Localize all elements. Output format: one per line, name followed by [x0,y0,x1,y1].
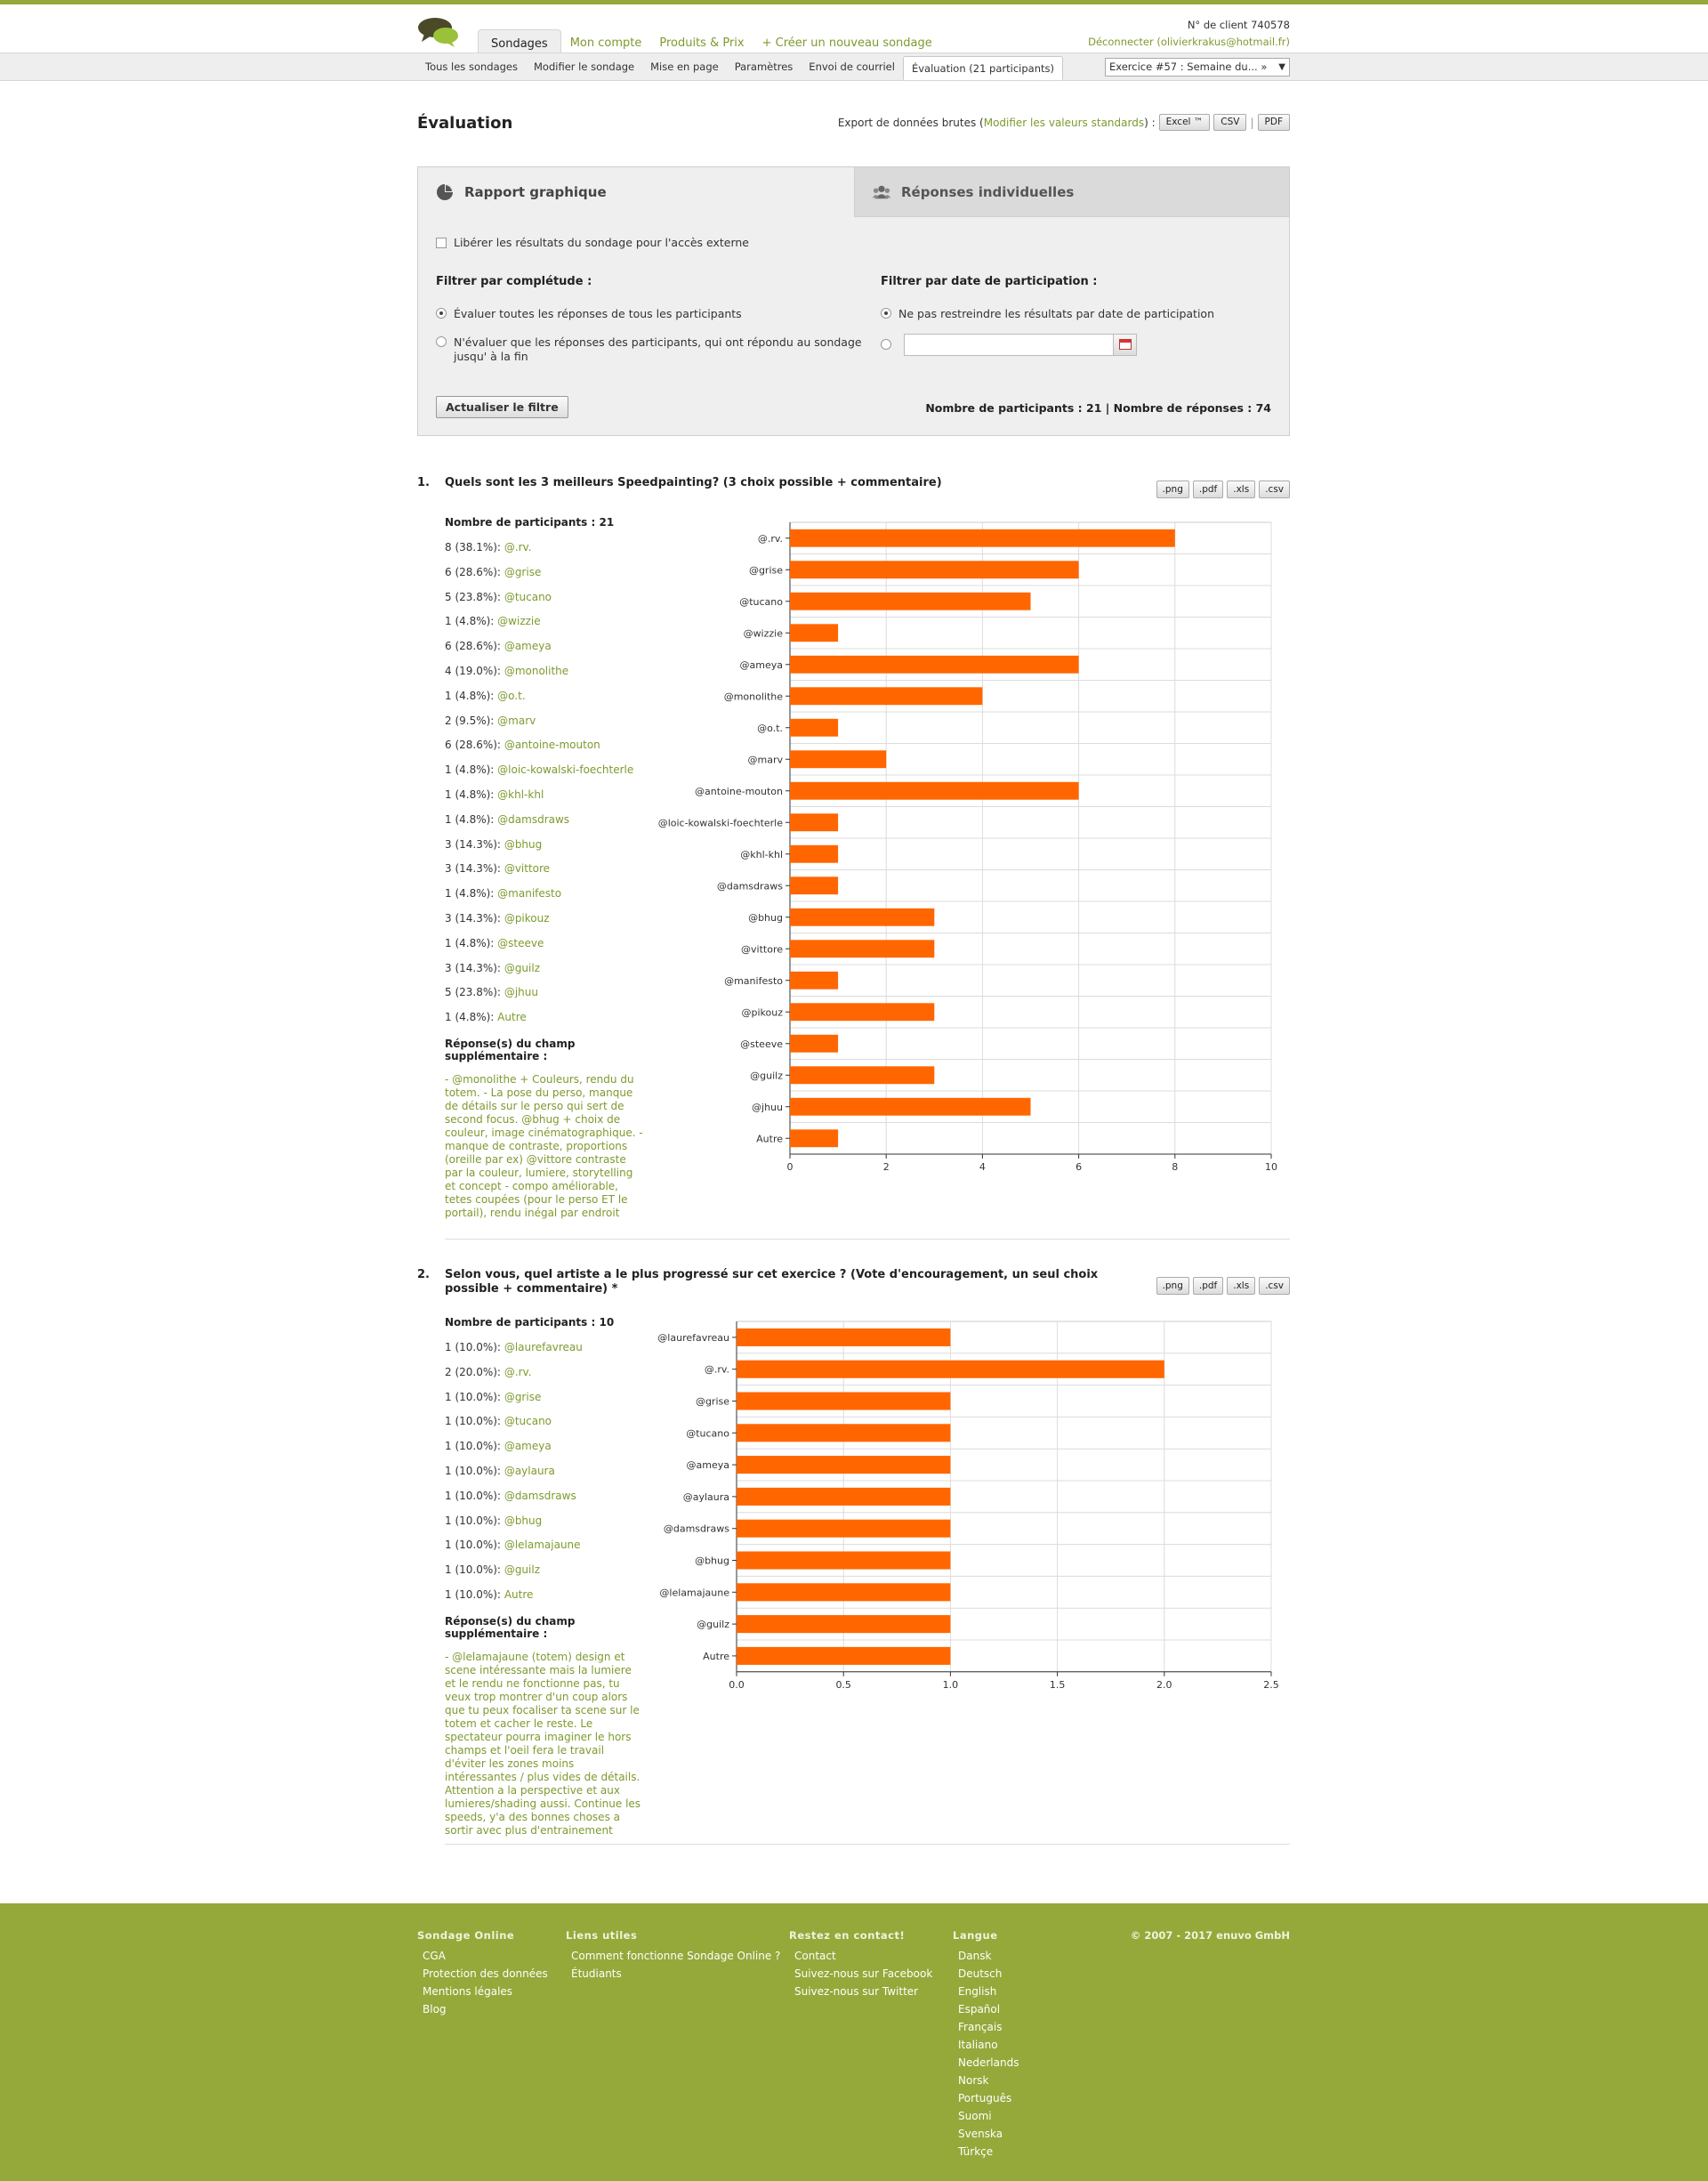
question-1-participants: Nombre de participants : 21 [445,516,615,529]
answer-label[interactable]: @aylaura [504,1464,555,1477]
answer-count: 1 (10.0%): [445,1489,501,1502]
x-tick-label: 0 [786,1161,794,1173]
answer-row [445,1011,645,1036]
answer-label[interactable]: @khl-khl [497,788,544,801]
bar [790,1035,838,1053]
answer-row [445,862,645,887]
tab-create-survey[interactable]: + Créer un nouveau sondage [761,36,932,50]
download-xls-button[interactable]: .xls [1227,481,1255,498]
bar [790,1003,934,1021]
footer-link[interactable]: Suivez-nous sur Facebook [794,1967,933,1980]
bar [790,561,1079,578]
y-tick-label: @ameya [686,1459,729,1472]
y-tick-label: @bhug [695,1555,729,1567]
subtab-all-surveys[interactable]: Tous les sondages [425,61,518,73]
answer-count: 1 (4.8%): [445,812,495,826]
answer-label[interactable]: @pikouz [504,911,550,925]
y-tick-label: @marv [747,754,783,766]
export-excel-button[interactable]: Excel ™ [1159,114,1211,131]
answer-label[interactable]: @manifesto [497,887,562,901]
answer-count: 6 (28.6%): [445,565,501,578]
x-tick-label: 2 [882,1161,890,1173]
subtab-edit-survey[interactable]: Modifier le sondage [534,61,635,73]
y-tick-label: @.rv. [757,532,783,545]
modify-defaults-link[interactable]: Modifier les valeurs standards [983,116,1145,129]
tab-graphic-label: Rapport graphique [464,184,607,200]
x-tick-label: 8 [1172,1161,1179,1173]
question-1-comment: - @monolithe + Couleurs, rendu du totem. - La pose du perso, manque de détails sur le perso qui sert de second focus. @bhug + choix de couleur, image cinématographique. - manque de contraste, proportions (oreille par ex) @vittore contraste par la couleur, lumiere, storytelling et concept - compo améliorable, tetes coupées (pour le perso ET le portail), rendu inégal par endroit [445,1072,643,1219]
bar [737,1488,950,1506]
answer-label[interactable]: @ameya [504,1440,552,1453]
y-tick-label: @loic-kowalski-foechterle [657,817,783,829]
footer-link[interactable]: Suivez-nous sur Twitter [794,1985,919,1998]
download-csv-button[interactable]: .csv [1259,481,1290,498]
export-suffix: ) : [1144,116,1156,129]
answer-row [445,566,645,591]
answer-label[interactable]: @damsdraws [504,1489,576,1502]
footer-link[interactable]: Italiano [958,2039,998,2051]
footer-col-links [566,1927,780,1983]
x-tick-label: 0.0 [729,1678,745,1691]
answer-label[interactable]: Autre [504,1587,534,1601]
answer-label[interactable]: @ameya [504,640,552,653]
subtab-email[interactable]: Envoi de courriel [809,61,895,73]
answer-row [445,1515,645,1539]
footer [0,1903,1708,2181]
bar [737,1392,950,1410]
answer-row [445,1588,645,1613]
footer-col-sondage [417,1927,548,2018]
answer-row [445,715,645,739]
answer-row [445,739,645,763]
release-results-checkbox[interactable] [436,238,447,248]
answer-row [445,1391,645,1416]
answer-row [445,591,645,616]
answer-label[interactable]: @damsdraws [497,812,570,826]
update-filter-button[interactable]: Actualiser le filtre [436,396,568,418]
completion-finished-label: N'évaluer que les réponses des participants, qui ont répondu au sondage jusqu' à la fin [454,335,862,363]
tab-produits-prix[interactable]: Produits & Prix [659,36,745,50]
answer-row [445,615,645,640]
survey-select[interactable] [1105,58,1290,77]
y-tick-label: @tucano [686,1427,729,1440]
header [417,4,1290,53]
answer-row [445,690,645,715]
divider [445,1844,1290,1845]
bar [790,782,1079,800]
answer-label[interactable]: @grise [504,565,542,578]
x-tick-label: 2.0 [1156,1678,1172,1691]
footer-heading: Langue [953,1929,998,1942]
answer-row [445,541,645,566]
answer-count: 6 (28.6%): [445,739,501,752]
x-tick-label: 10 [1265,1161,1277,1173]
bar [737,1583,950,1601]
answer-count: 1 (4.8%): [445,936,495,949]
answer-count: 6 (28.6%): [445,640,501,653]
question-2-comment: - @lelamajaune (totem) design et scene intéressante mais la lumiere et le rendu ne fonctionne pas, tu veux trop montrer d'un coup alors que tu peux focaliser ta scene sur le totem et cacher le reste. Le spectateur pourra imaginer le hors champs et l'oeil fera le travail d'éviter les zones moins intéressantes / plus vides de détails. Attention a la perspective et aux lumieres/shading aussi. Continue les speeds, y'a des bonnes choses a sortir avec plus d'entrainement [445,1650,641,1837]
y-tick-label: @damsdraws [716,880,783,893]
question-1-answers [445,516,645,1220]
bar [737,1647,950,1665]
completion-all-radio[interactable] [436,308,447,319]
bar [790,593,1031,610]
answer-label[interactable]: @loic-kowalski-foechterle [497,763,634,777]
footer-heading: Restez en contact! [789,1929,906,1942]
answer-label[interactable]: @antoine-mouton [504,739,600,752]
footer-link[interactable]: Étudiants [571,1967,622,1980]
answer-row [445,665,645,690]
bar [737,1551,950,1569]
bar [790,972,838,990]
question-1-downloads [1156,481,1290,498]
participant-counts: Nombre de participants : 21 | Nombre de réponses : 74 [925,401,1271,415]
answer-label[interactable]: @tucano [504,590,552,603]
x-tick-label: 1.0 [942,1678,959,1691]
date-range-option[interactable] [881,338,898,350]
y-tick-label: @tucano [739,595,783,608]
y-tick-label: @.rv. [704,1363,729,1376]
footer-link[interactable]: Nederlands [958,2056,1019,2069]
completion-finished-radio[interactable] [436,336,447,347]
answer-label[interactable]: @wizzie [497,615,541,628]
y-tick-label: @grise [748,564,783,577]
answer-count: 1 (4.8%): [445,763,495,777]
download-png-button[interactable]: .png [1156,481,1189,498]
footer-col-language [953,1927,1019,2161]
x-tick-label: 6 [1076,1161,1083,1173]
footer-link[interactable]: Norsk [958,2074,989,2087]
answer-count: 1 (10.0%): [445,1539,501,1552]
footer-link[interactable]: Deutsch [958,1967,1003,1980]
date-unrestricted-radio[interactable] [881,308,891,319]
calendar-icon [1119,339,1132,350]
separator: | [1250,116,1254,129]
answer-row [445,1490,645,1515]
release-results-option[interactable] [436,236,749,249]
export-pdf-button[interactable]: PDF [1258,114,1290,131]
users-icon [873,183,890,201]
logout-link[interactable]: Déconnecter (olivierkrakus@hotmail.fr) [1088,36,1290,48]
footer-link[interactable]: Blog [423,2003,447,2015]
answer-row [445,1366,645,1391]
answer-label[interactable]: @grise [504,1390,542,1403]
answer-label[interactable]: @guilz [504,961,541,974]
answer-row [445,1440,645,1465]
footer-heading: Liens utiles [566,1929,638,1942]
answer-count: 1 (10.0%): [445,1341,501,1353]
answer-row [445,838,645,863]
question-2-participants: Nombre de participants : 10 [445,1316,615,1329]
export-bar [838,114,1290,131]
answer-count: 1 (10.0%): [445,1514,501,1527]
answer-label[interactable]: @monolithe [504,664,569,677]
answer-row [445,912,645,937]
question-2-extra-label: Réponse(s) du champ supplémentaire : [445,1614,576,1640]
answer-count: 2 (9.5%): [445,714,495,727]
answer-label[interactable]: @tucano [504,1415,552,1428]
footer-link[interactable]: Mentions légales [423,1985,513,1998]
bar [790,624,838,642]
footer-link[interactable]: Español [958,2003,1001,2015]
x-tick-label: 0.5 [835,1678,851,1691]
answer-row [445,788,645,813]
question-2-bar-chart [645,1319,1290,1710]
answer-row [445,1415,645,1440]
download-pdf-button[interactable]: .pdf [1193,481,1223,498]
answer-label[interactable]: @jhuu [504,986,538,999]
bar [737,1424,950,1442]
answer-label[interactable]: @.rv. [504,541,532,553]
bar [790,909,934,926]
footer-link[interactable]: CGA [423,1950,446,1962]
answer-row [445,887,645,912]
completion-finished-option[interactable] [436,335,863,364]
answer-count: 4 (19.0%): [445,664,501,677]
tab-sondages[interactable]: Sondages [478,29,561,56]
divider [445,1239,1290,1240]
answer-count: 3 (14.3%): [445,837,501,851]
answer-label[interactable]: @o.t. [497,689,526,702]
download-pdf-button[interactable]: .pdf [1193,1277,1223,1295]
calendar-button[interactable] [1113,335,1136,355]
completion-all-option[interactable] [436,307,742,321]
date-unrestricted-option[interactable] [881,307,1214,321]
answer-label[interactable]: @steeve [497,936,544,949]
page-title: Évaluation [417,114,513,133]
question-1-title: Quels sont les 3 meilleurs Speedpainting? (3 choix possible + commentaire) [445,476,942,489]
question-1-bar-chart [645,521,1290,1188]
y-tick-label: Autre [756,1133,783,1145]
answer-row [445,962,645,987]
filter-panel [417,166,1290,436]
export-label: Export de données brutes ( [837,116,984,129]
footer-link[interactable]: Français [958,2021,1003,2033]
date-unrestricted-label: Ne pas restreindre les résultats par date de participation [898,307,1214,320]
y-tick-label: @manifesto [724,974,783,987]
bar [737,1329,950,1346]
answer-label[interactable]: @marv [497,714,536,727]
answer-count: 8 (38.1%): [445,541,501,553]
question-2-title: Selon vous, quel artiste a le plus progressé sur cet exercice ? (Vote d'encouragement, un seul choix possible + commentaire) * [445,1268,1099,1296]
footer-link[interactable]: Comment fonctionne Sondage Online ? [571,1950,781,1962]
y-tick-label: @jhuu [752,1101,783,1113]
answer-label[interactable]: @guilz [504,1563,541,1577]
bar [790,750,886,768]
y-tick-label: @aylaura [682,1490,729,1503]
y-tick-label: @laurefavreau [657,1331,729,1344]
bar [790,687,982,705]
copyright: © 2007 - 2017 enuvo GmbH [1130,1929,1290,1942]
sub-navigation [0,53,1708,81]
survey-select-value: Exercice #57 : Semaine du... » [1109,61,1268,73]
answer-label[interactable]: @laurefavreau [504,1341,583,1353]
subtab-evaluation[interactable]: Évaluation (21 participants) [903,56,1063,80]
footer-link[interactable]: Türkçe [958,2145,994,2158]
answer-label[interactable]: @.rv. [504,1365,532,1378]
client-info [1088,17,1290,51]
answer-count: 5 (23.8%): [445,986,501,999]
answer-row [445,813,645,838]
answer-count: 1 (10.0%): [445,1587,501,1601]
bar [790,813,838,831]
footer-heading: Sondage Online [417,1929,515,1942]
answer-count: 1 (10.0%): [445,1440,501,1453]
client-number: N° de client 740578 [1187,19,1290,31]
subtab-settings[interactable]: Paramètres [734,61,794,73]
x-tick-label: 1.5 [1049,1678,1066,1691]
x-tick-label: 2.5 [1263,1678,1279,1691]
bar [790,719,838,737]
answer-count: 5 (23.8%): [445,590,501,603]
x-tick-label: 4 [979,1161,986,1173]
answer-count: 1 (10.0%): [445,1464,501,1477]
question-2-answers [445,1316,645,1838]
y-tick-label: @vittore [741,943,783,956]
subtab-layout[interactable]: Mise en page [650,61,719,73]
filter-completion-label: Filtrer par complétude : [436,275,592,288]
bar [790,1066,934,1084]
bar [790,876,838,894]
bar [737,1361,1164,1378]
bar [737,1520,950,1538]
answer-row [445,986,645,1011]
dropdown-arrow-icon: ▼ [1278,62,1285,72]
bar [790,845,838,863]
export-csv-button[interactable]: CSV [1213,114,1246,131]
answer-count: 3 (14.3%): [445,961,501,974]
y-tick-label: @guilz [750,1070,783,1082]
bar [790,1129,838,1147]
answer-count: 1 (10.0%): [445,1390,501,1403]
completion-all-label: Évaluer toutes les réponses de tous les participants [454,307,742,320]
y-tick-label: @monolithe [723,691,783,703]
footer-link[interactable]: Português [958,2092,1012,2104]
download-csv-button[interactable]: .csv [1259,1277,1290,1295]
footer-link[interactable]: English [958,1985,997,1998]
question-2-number: 2. [417,1268,430,1281]
bar [790,656,1079,674]
y-tick-label: @damsdraws [663,1523,729,1535]
pie-chart-icon [436,183,454,201]
tab-individual-label: Réponses individuelles [901,183,1075,200]
question-1-extra-label: Réponse(s) du champ supplémentaire : [445,1037,576,1062]
footer-link[interactable]: Contact [794,1950,836,1962]
answer-row [445,1465,645,1490]
date-range-radio[interactable] [881,339,891,350]
bar [737,1615,950,1633]
answer-count: 3 (14.3%): [445,862,501,876]
answer-count: 3 (14.3%): [445,911,501,925]
answer-count: 1 (4.8%): [445,1011,495,1024]
y-tick-label: @lelamajaune [659,1587,729,1599]
answer-label[interactable]: @bhug [504,1514,543,1527]
answer-count: 1 (4.8%): [445,615,495,628]
y-tick-label: @antoine-mouton [695,785,783,797]
answer-label[interactable]: @lelamajaune [504,1539,581,1552]
answer-count: 1 (4.8%): [445,887,495,901]
answer-count: 1 (10.0%): [445,1415,501,1428]
bar [790,529,1175,547]
answer-count: 1 (10.0%): [445,1563,501,1577]
y-tick-label: Autre [703,1650,729,1662]
y-tick-label: @grise [695,1395,729,1408]
filter-date-label: Filtrer par date de participation : [881,275,1098,288]
bar [790,1098,1031,1116]
y-tick-label: @bhug [748,911,783,924]
tab-mon-compte[interactable]: Mon compte [569,36,642,50]
answer-label[interactable]: @bhug [504,837,543,851]
date-input[interactable] [904,334,1137,356]
question-2-downloads [1156,1277,1290,1295]
answer-row [445,937,645,962]
answer-count: 1 (4.8%): [445,788,495,801]
footer-col-contact [789,1927,932,2000]
answer-count: 2 (20.0%): [445,1365,501,1378]
download-png-button[interactable]: .png [1156,1277,1189,1295]
y-tick-label: @pikouz [741,1006,783,1019]
download-xls-button[interactable]: .xls [1227,1277,1255,1295]
logo-icon[interactable] [417,16,460,48]
answer-row [445,640,645,665]
answer-row [445,763,645,788]
answer-row [445,1341,645,1366]
y-tick-label: @o.t. [757,722,783,734]
y-tick-label: @steeve [740,1038,783,1050]
answer-label[interactable]: Autre [497,1011,527,1024]
footer-link[interactable]: Suomi [958,2110,992,2122]
y-tick-label: @guilz [697,1619,729,1631]
release-results-label: Libérer les résultats du sondage pour l'accès externe [454,236,749,249]
bar [737,1456,950,1474]
footer-link[interactable]: Dansk [958,1950,992,1962]
y-tick-label: @wizzie [743,627,783,640]
question-1-number: 1. [417,476,430,489]
answer-row [445,1563,645,1588]
tab-graphic-report[interactable] [418,167,854,217]
footer-link[interactable]: Protection des données [423,1967,548,1980]
tab-individual-responses[interactable] [854,167,1289,217]
answer-label[interactable]: @vittore [504,862,551,876]
y-tick-label: @ameya [739,658,783,671]
answer-count: 1 (4.8%): [445,689,495,702]
answer-row [445,1539,645,1563]
footer-link[interactable]: Svenska [958,2128,1003,2140]
bar [790,940,934,957]
y-tick-label: @khl-khl [740,848,783,860]
